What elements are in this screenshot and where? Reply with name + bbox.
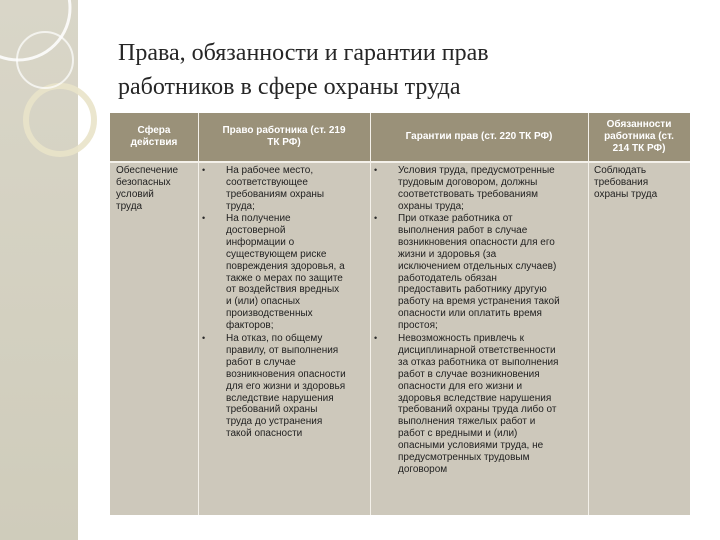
table-header-row [110,113,690,161]
rights-table [110,113,690,515]
bullet-icon: • [202,333,206,343]
slide-title [118,36,678,104]
cell-sphere: Обеспечение безопасных условий труда [116,165,179,212]
header-guarantees: Гарантии прав (ст. 220 ТК РФ) [405,131,553,142]
bullet-icon: • [374,333,378,343]
right-item-3: На отказ, по общему правилу, от выполнения работ в случае возникновения опасности для его жизни и здоровья вследствие нарушения требований охраны труда до устранения такой опасности [226,333,346,440]
column-divider [198,113,199,515]
right-item-2: На получение достоверной информации о существующем риске повреждения здоровья, а также о мерах по защите от воздействия вредных и (или) опасных производственных факторов; [226,213,345,332]
bullet-icon: • [374,213,378,223]
bullet-icon: • [202,213,206,223]
title-line-2: работников в сфере охраны труда [118,74,461,100]
bullet-icon: • [374,165,378,175]
header-duties: Обязанности работника (ст. 214 ТК РФ) [604,119,674,154]
header-divider [110,161,690,163]
right-item-1: На рабочее место, соответствующее требованиям охраны труда; [226,165,325,212]
bullet-icon: • [202,165,206,175]
cell-duties: Соблюдать требования охраны труда [594,165,658,200]
header-sphere: Сфера действия [130,125,178,148]
guarantee-item-3: Невозможность привлечь к дисциплинарной ответственности за отказ работника от выполнения работ в случае возникновения опасности для его жизни и здоровья вследствие нарушения требований охраны труда либо от выполнения тяжелых работ и работ с вредными и (или) опасными условиями труда, не предусмотренных трудовым договором [398,333,559,475]
header-right: Право работника (ст. 219 ТК РФ) [222,125,346,148]
title-line-1: Права, обязанности и гарантии прав [118,40,489,66]
guarantee-item-2: При отказе работника от выполнения работ в случае возникновения опасности для его жизни и здоровья (за исключением отдельных случаев) работодатель обязан предоставить работнику другую работу на время устранения такой опасности или оплатить время простоя; [398,213,560,332]
column-divider [370,113,371,515]
column-divider [588,113,589,515]
guarantee-item-1: Условия труда, предусмотренные трудовым договором, должны соответствовать требованиям охраны труда; [398,165,555,212]
